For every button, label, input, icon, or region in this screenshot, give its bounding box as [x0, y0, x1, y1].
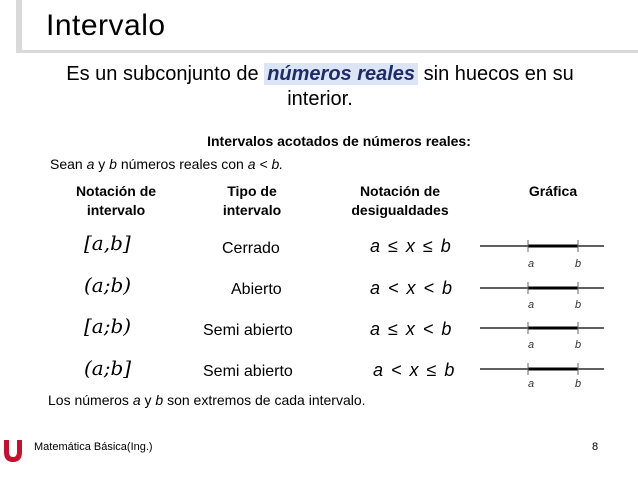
row-3-graph-label-a: a: [528, 339, 535, 351]
row-2-inequality: a < x < b: [370, 278, 453, 298]
row-1-graph-label-a: a: [528, 258, 535, 270]
endpoints-note-var-b: b: [155, 392, 164, 408]
row-2-graph-label-b: b: [575, 299, 582, 311]
endpoints-note-part: son extremos de cada intervalo.: [163, 392, 366, 408]
page-number: 8: [592, 441, 599, 453]
row-4-notation: (a;b]: [84, 356, 132, 380]
row-1-inequality: a ≤ x ≤ b: [370, 236, 451, 256]
intro-text: [40, 62, 600, 112]
intro-after: sin huecos en su interior.: [287, 63, 574, 110]
graph-half-open-right: [480, 322, 604, 334]
row-2-notation: (a;b): [84, 273, 132, 297]
endpoints-note: [48, 392, 366, 408]
row-3-type: Semi abierto: [203, 322, 293, 339]
assumption-text: [50, 156, 283, 172]
endpoints-note-var-a: a: [132, 392, 141, 408]
row-4-inequality: a < x ≤ b: [373, 360, 455, 380]
university-logo-icon: [0, 436, 26, 466]
interval-graphs: [478, 236, 608, 396]
graph-open: [480, 282, 604, 294]
intro-before: Es un subconjunto de: [66, 63, 265, 85]
header-notation: Notación de intervalo: [75, 183, 157, 218]
assumption-var-b: b: [109, 156, 117, 172]
assumption-part: y: [94, 156, 110, 172]
assumption-part: Sean: [50, 156, 87, 172]
graph-closed: [480, 240, 604, 252]
row-4-type: Semi abierto: [203, 363, 293, 380]
header-type: Tipo de intervalo: [222, 183, 282, 218]
row-4-graph-label-a: a: [528, 378, 535, 390]
left-rule: [16, 0, 22, 52]
header-inequality: Notación de desigualdades: [351, 183, 449, 218]
section-subtitle-text: Intervalos acotados de números reales:: [207, 133, 471, 149]
row-4-graph-label-b: b: [575, 378, 582, 390]
row-3-graph-label-b: b: [575, 339, 582, 351]
row-2-graph-label-a: a: [528, 299, 535, 311]
row-1-type: Cerrado: [222, 240, 280, 257]
row-3-notation: [a;b): [84, 314, 132, 338]
intro-highlight: números reales: [264, 63, 418, 85]
endpoints-note-part: Los números: [48, 392, 133, 408]
assumption-var-a: a: [86, 156, 95, 172]
graph-half-open-left: [480, 363, 604, 375]
row-3-inequality: a ≤ x < b: [370, 319, 452, 339]
assumption-part: números reales con: [116, 156, 248, 172]
title-divider: [16, 50, 638, 53]
row-1-notation: [a,b]: [84, 231, 131, 255]
assumption-condition: a < b.: [247, 156, 284, 172]
row-1-graph-label-b: b: [575, 258, 582, 270]
header-graph: Gráfica: [528, 183, 578, 199]
section-subtitle: [0, 133, 638, 149]
footer-course-name: Matemática Básica(Ing.): [34, 441, 153, 453]
slide-title: Intervalo: [46, 9, 166, 42]
endpoints-note-part: y: [140, 392, 156, 408]
row-2-type: Abierto: [231, 281, 282, 298]
